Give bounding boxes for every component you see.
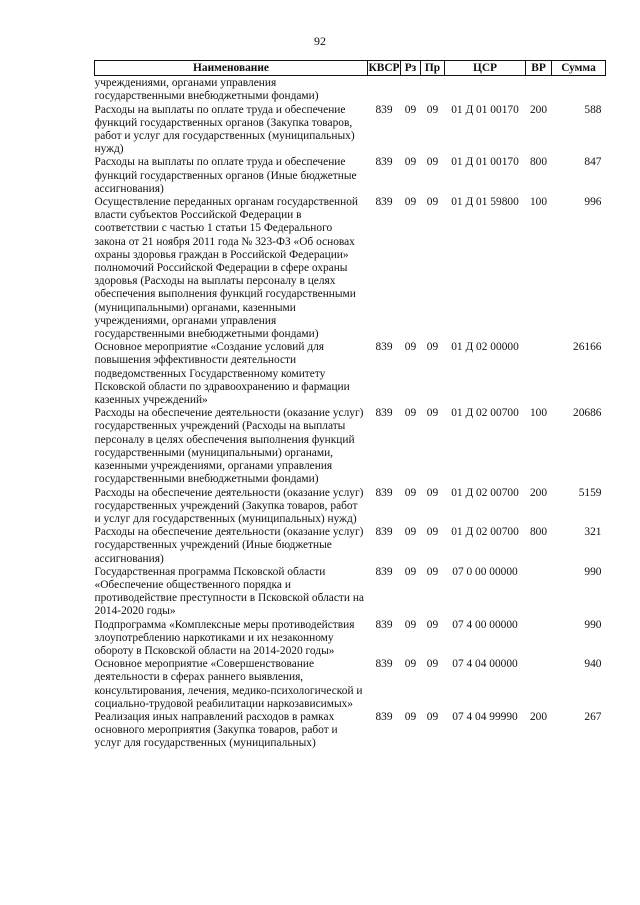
cell-csr: 01 Д 02 00700	[451, 526, 519, 539]
cell-name: учреждениями, органами управления государственными внебюджетными фондами)	[94, 77, 319, 103]
cell-sum: 996	[584, 196, 602, 209]
cell-name: Расходы на обеспечение деятельности (оказание услуг) государственных учреждений (Расходы на выплаты персоналу в целях обеспечения выполнения функций государственными (муниципальными) органами, казенными учреждениями, органами управления государственными внебюджетными фондами)	[94, 407, 364, 486]
table-row	[95, 76, 606, 104]
cell-kvsr: 839	[375, 565, 393, 578]
cell-kvsr: 839	[375, 486, 393, 499]
cell-kvsr: 839	[375, 658, 393, 671]
cell-rz: 09	[404, 486, 417, 499]
cell-rz: 09	[404, 196, 417, 209]
header-kvsr: КВСР	[368, 62, 400, 74]
cell-vr: 800	[529, 156, 548, 169]
cell-name: Расходы на обеспечение деятельности (оказание услуг) государственных учреждений (Закупка товаров, работ и услуг для государственных (муниципальных) нужд)	[94, 486, 364, 525]
header-csr: ЦСР	[445, 61, 526, 76]
cell-kvsr: 839	[375, 156, 393, 169]
cell-rz: 09	[404, 658, 417, 671]
cell-rz: 09	[404, 565, 417, 578]
cell-name: Основное мероприятие «Совершенствование деятельности в сферах раннего выявления, консультирования, лечения, медико-психологической и социально-трудовой реабилитации наркозависимых»	[94, 658, 363, 710]
header-rz: Рз	[401, 61, 421, 76]
table-row	[95, 407, 606, 486]
cell-sum: 940	[584, 658, 602, 671]
cell-vr: 100	[529, 407, 548, 420]
cell-pr: 09	[426, 407, 439, 420]
cell-kvsr: 839	[375, 710, 393, 723]
cell-name: Расходы на выплаты по оплате труда и обеспечение функций государственных органов (Закупка товаров, работ и услуг для государственных (муниципальных) нужд)	[94, 103, 355, 156]
cell-kvsr: 839	[375, 341, 393, 354]
cell-sum: 588	[584, 103, 602, 116]
cell-sum: 20686	[573, 407, 602, 420]
cell-name: Государственная программа Псковской области «Обеспечение общественного порядка и противодействие преступности в Псковской области на 2014-2020 годы»	[94, 565, 364, 618]
cell-rz: 09	[404, 710, 417, 723]
budget-table	[94, 60, 606, 751]
cell-vr	[526, 341, 552, 407]
cell-sum: 26166	[573, 341, 602, 354]
cell-csr: 07 4 00 00000	[452, 618, 518, 631]
table-row	[95, 711, 606, 751]
cell-csr: 01 Д 01 00170	[451, 156, 519, 169]
cell-vr: 200	[529, 486, 548, 499]
cell-pr: 09	[426, 565, 439, 578]
cell-pr: 09	[426, 341, 439, 354]
table-header-row	[95, 61, 606, 76]
cell-name: Осуществление переданных органам государственной власти субъектов Российской Федерации в соответствии с частью 1 статьи 15 Федерального закона от 21 ноября 2011 года № 323-ФЗ «Об основах охраны здоровья граждан в Российской Федерации» полномочий Российской Федерации в сфере охраны здоровья (Расходы на выплаты персоналу в целях обеспечения выполнения функций государственными (муниципальными) органами, казенными учреждениями, органами управления государственными внебюджетными фондами)	[94, 196, 359, 341]
cell-sum	[552, 76, 606, 104]
table-row	[95, 526, 606, 566]
cell-sum: 321	[584, 526, 602, 539]
cell-pr: 09	[426, 486, 439, 499]
cell-vr: 200	[529, 103, 548, 116]
cell-pr: 09	[426, 526, 439, 539]
cell-rz: 09	[404, 341, 417, 354]
cell-csr: 01 Д 02 00700	[451, 486, 519, 499]
cell-csr: 07 4 04 00000	[452, 658, 518, 671]
table-row	[95, 104, 606, 157]
cell-kvsr: 839	[375, 103, 393, 116]
cell-name: Основное мероприятие «Создание условий для повышения эффективности деятельности подведомственных Государственному комитету Псковской области по здравоохранению и фармации казенных учреждений»	[94, 341, 350, 407]
cell-pr: 09	[426, 710, 439, 723]
cell-pr: 09	[426, 618, 439, 631]
cell-csr: 01 Д 01 59800	[451, 196, 519, 209]
cell-csr: 07 0 00 00000	[452, 565, 518, 578]
cell-csr: 01 Д 02 00700	[451, 407, 519, 420]
table-row	[95, 156, 606, 196]
cell-rz: 09	[404, 618, 417, 631]
table-body	[95, 76, 606, 751]
cell-vr	[526, 76, 552, 104]
cell-name: Реализация иных направлений расходов в рамках основного мероприятия (Закупка товаров, работ и услуг для государственных (муниципальных)	[94, 710, 338, 750]
cell-rz: 09	[404, 156, 417, 169]
cell-csr	[445, 76, 526, 104]
cell-vr	[526, 619, 552, 659]
cell-rz: 09	[404, 526, 417, 539]
table-row	[95, 341, 606, 407]
cell-csr: 01 Д 01 00170	[451, 103, 519, 116]
cell-kvsr: 839	[375, 526, 393, 539]
cell-name: Расходы на выплаты по оплате труда и обеспечение функций государственных органов (Иные бюджетные ассигнования)	[94, 156, 357, 195]
cell-csr: 07 4 04 99990	[452, 710, 518, 723]
cell-vr	[526, 658, 552, 711]
cell-vr	[526, 566, 552, 619]
cell-vr: 800	[529, 526, 548, 539]
header-pr: Пр	[421, 61, 445, 76]
cell-name: Подпрограмма «Комплексные меры противодействия злоупотреблению наркотиками и их незаконному обороту в Псковской области на 2014-2020 годы»	[94, 618, 355, 657]
header-vr: ВР	[526, 61, 552, 76]
cell-vr: 200	[529, 710, 548, 723]
cell-pr	[421, 76, 445, 104]
page-number: 92	[314, 34, 326, 48]
cell-sum: 990	[584, 565, 602, 578]
cell-sum: 847	[584, 156, 602, 169]
cell-vr: 100	[529, 196, 548, 209]
cell-rz: 09	[404, 103, 417, 116]
cell-sum: 267	[584, 710, 602, 723]
cell-pr: 09	[426, 156, 439, 169]
cell-name: Расходы на обеспечение деятельности (оказание услуг) государственных учреждений (Иные бюджетные ассигнования)	[94, 526, 364, 565]
cell-pr: 09	[426, 103, 439, 116]
table-row	[95, 196, 606, 341]
table-row	[95, 566, 606, 619]
cell-kvsr: 839	[375, 196, 393, 209]
cell-sum: 990	[584, 618, 602, 631]
table-row	[95, 658, 606, 711]
cell-pr: 09	[426, 658, 439, 671]
cell-csr: 01 Д 02 00000	[451, 341, 519, 354]
cell-sum: 5159	[578, 486, 602, 499]
cell-rz	[401, 76, 421, 104]
cell-kvsr	[368, 76, 401, 104]
header-sum: Сумма	[552, 61, 606, 76]
cell-kvsr: 839	[375, 618, 393, 631]
header-name: Наименование	[95, 61, 368, 76]
cell-kvsr: 839	[375, 407, 393, 420]
table-row	[95, 487, 606, 527]
cell-pr: 09	[426, 196, 439, 209]
cell-rz: 09	[404, 407, 417, 420]
table-row	[95, 619, 606, 659]
